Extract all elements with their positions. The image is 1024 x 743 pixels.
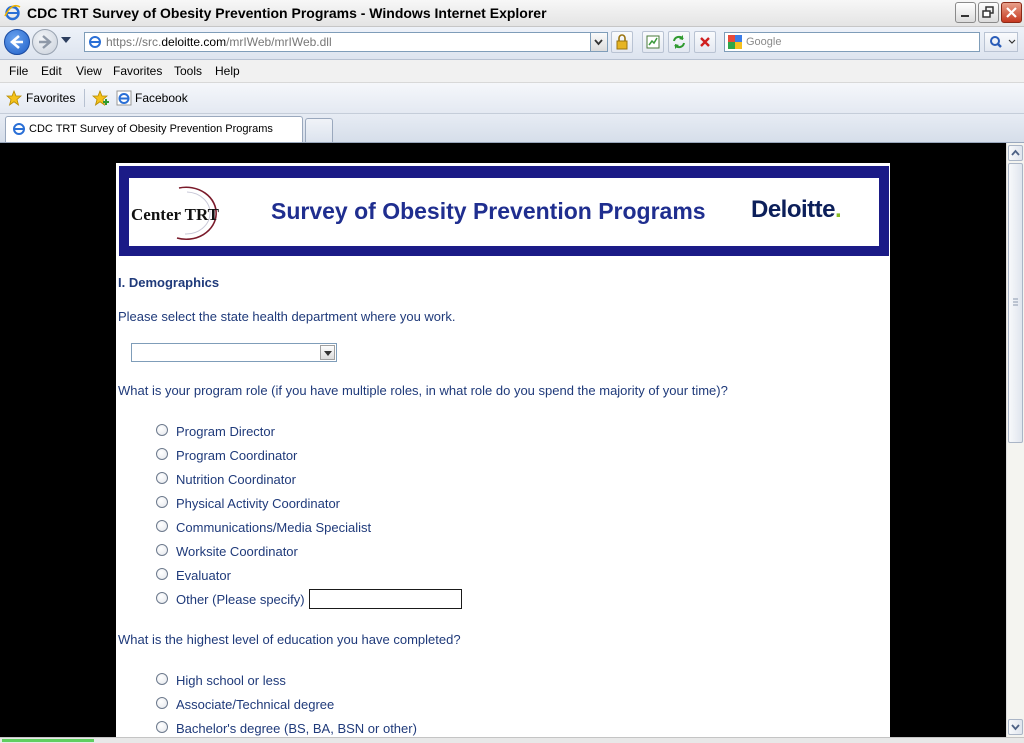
tab-label: CDC TRT Survey of Obesity Prevention Programs <box>29 123 273 135</box>
role-option-label: Nutrition Coordinator <box>176 472 296 487</box>
role-option-label: Program Coordinator <box>176 448 298 463</box>
center-trt-logo-text: Center TRT <box>131 205 220 224</box>
deloitte-logo-dot: . <box>835 196 842 223</box>
url-path: /mrIWeb/mrIWeb.dll <box>226 35 332 49</box>
facebook-favorite-icon <box>116 90 132 106</box>
forward-button[interactable] <box>32 29 58 55</box>
back-button[interactable] <box>4 29 30 55</box>
restore-icon <box>979 3 998 22</box>
search-placeholder: Google <box>746 36 782 48</box>
vertical-scrollbar[interactable] <box>1006 143 1024 737</box>
search-icon <box>985 33 1017 51</box>
question-state: Please select the state health department where you work. <box>118 309 456 324</box>
favorites-separator <box>84 89 85 107</box>
status-bar <box>0 737 1024 743</box>
menu-file[interactable]: File <box>9 64 29 78</box>
deloitte-logo <box>751 196 841 224</box>
menu-bar <box>0 60 1024 83</box>
section-title: I. Demographics <box>118 275 220 290</box>
tab-survey[interactable] <box>5 116 303 142</box>
chevron-down-icon <box>591 33 606 51</box>
tab-bar <box>0 114 1024 143</box>
education-option-label: Bachelor's degree (BS, BA, BSN or other) <box>176 721 417 736</box>
page-icon <box>88 35 102 49</box>
menu-view[interactable]: View <box>76 64 102 78</box>
tab-page-icon <box>12 122 26 136</box>
address-bar[interactable] <box>84 32 608 52</box>
refresh-icon <box>669 32 689 52</box>
other-specify-input[interactable] <box>309 589 462 609</box>
education-option-label: High school or less <box>176 673 286 688</box>
radio-button[interactable] <box>156 721 168 733</box>
chevron-down-icon[interactable] <box>320 345 335 360</box>
search-button[interactable] <box>984 32 1018 52</box>
scroll-up-button[interactable] <box>1008 145 1023 161</box>
role-option-label: Worksite Coordinator <box>176 544 298 559</box>
favorites-bar <box>0 83 1024 114</box>
survey-banner <box>116 163 890 257</box>
banner-border <box>119 166 889 256</box>
stop-button[interactable] <box>694 31 716 53</box>
menu-edit[interactable]: Edit <box>41 64 62 78</box>
minimize-icon <box>956 3 975 22</box>
minimize-button[interactable] <box>955 2 976 23</box>
center-trt-logo <box>129 180 249 244</box>
radio-button[interactable] <box>156 520 168 532</box>
chevron-up-icon <box>1009 146 1022 160</box>
restore-button[interactable] <box>978 2 999 23</box>
question-education: What is the highest level of education you have completed? <box>118 632 461 647</box>
window-title: CDC TRT Survey of Obesity Prevention Programs - Windows Internet Explorer <box>27 5 547 21</box>
role-option-label: Other (Please specify) <box>176 592 305 607</box>
close-button[interactable] <box>1001 2 1022 23</box>
close-icon <box>1002 3 1021 22</box>
security-lock-button[interactable] <box>611 31 633 53</box>
forward-arrow-icon <box>33 30 57 54</box>
add-to-favorites-icon[interactable] <box>92 90 110 106</box>
address-url[interactable] <box>106 35 332 49</box>
url-scheme: https://src. <box>106 35 162 49</box>
role-option-label: Communications/Media Specialist <box>176 520 372 535</box>
page-viewport <box>0 143 1006 737</box>
banner-content <box>129 178 879 246</box>
back-arrow-icon <box>5 30 29 54</box>
role-option-label: Physical Activity Coordinator <box>176 496 341 511</box>
question-program-role: What is your program role (if you have multiple roles, in what role do you spend the majority of your time)? <box>118 383 728 398</box>
scroll-thumb[interactable] <box>1008 163 1023 443</box>
refresh-button[interactable] <box>668 31 690 53</box>
search-input[interactable] <box>724 32 980 52</box>
favorites-button[interactable]: Favorites <box>26 91 76 105</box>
education-option-label: Associate/Technical degree <box>176 697 335 712</box>
radio-button[interactable] <box>156 544 168 556</box>
radio-button[interactable] <box>156 592 168 604</box>
menu-favorites[interactable]: Favorites <box>113 64 163 78</box>
recent-pages-dropdown[interactable] <box>61 37 71 43</box>
radio-button[interactable] <box>156 697 168 709</box>
compatibility-icon <box>643 32 663 52</box>
radio-button[interactable] <box>156 448 168 460</box>
compatibility-view-button[interactable] <box>642 31 664 53</box>
role-option-label: Program Director <box>176 424 275 439</box>
radio-button[interactable] <box>156 496 168 508</box>
google-icon <box>728 35 742 49</box>
address-toolbar <box>0 27 1024 60</box>
chevron-down-icon <box>1009 720 1022 734</box>
favorites-star-icon <box>6 90 22 106</box>
lock-icon <box>612 32 632 52</box>
banner-title: Survey of Obesity Prevention Programs <box>271 198 706 224</box>
radio-button[interactable] <box>156 568 168 580</box>
address-dropdown-button[interactable] <box>590 33 607 51</box>
radio-button[interactable] <box>156 424 168 436</box>
url-domain: deloitte.com <box>161 35 227 49</box>
new-tab-button[interactable] <box>305 118 333 142</box>
grip-icon <box>1009 164 1022 442</box>
radio-button[interactable] <box>156 472 168 484</box>
internet-explorer-icon <box>4 4 21 21</box>
state-select[interactable] <box>131 343 337 362</box>
role-option-label: Evaluator <box>176 568 231 583</box>
menu-tools[interactable]: Tools <box>174 64 203 78</box>
radio-button[interactable] <box>156 673 168 685</box>
stop-icon <box>695 32 715 52</box>
survey-page <box>116 163 890 737</box>
favorite-link-facebook[interactable]: Facebook <box>135 91 188 105</box>
window-title-bar <box>0 0 1024 27</box>
deloitte-logo-text: Deloitte <box>751 196 836 223</box>
scroll-down-button[interactable] <box>1008 719 1023 735</box>
menu-help[interactable]: Help <box>215 64 240 78</box>
